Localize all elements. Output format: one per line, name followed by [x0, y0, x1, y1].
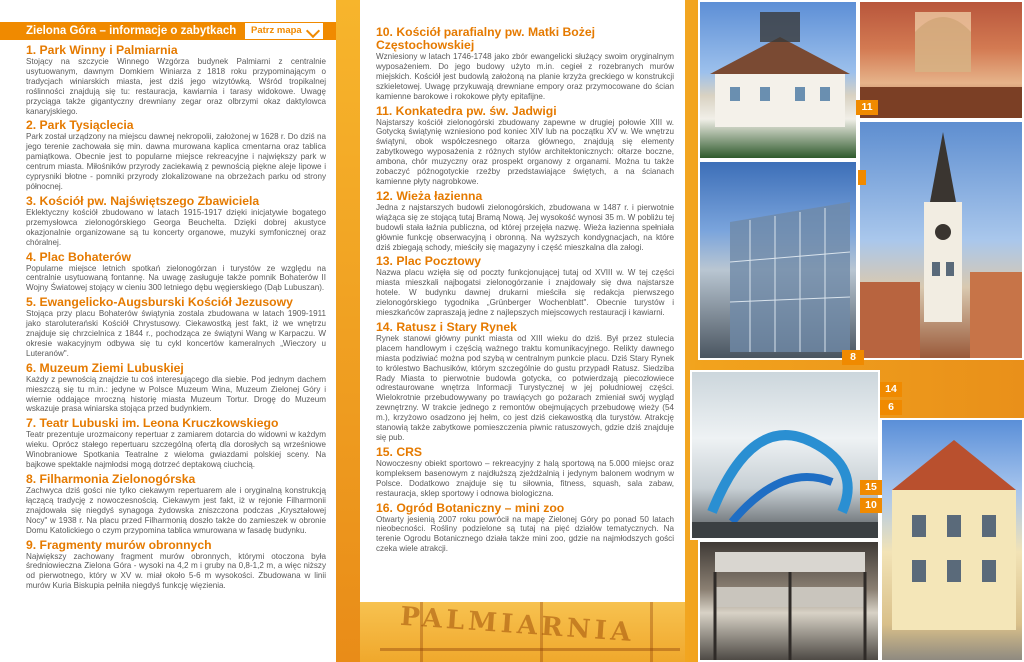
photo-church-interior [858, 0, 1024, 120]
section-1 [26, 44, 326, 116]
photo-museum [880, 418, 1024, 662]
cathedral-illustration [860, 122, 1024, 360]
photo-theatre [698, 540, 880, 662]
section-title: 7. Teatr Lubuski im. Leona Kruczkowskiego [26, 416, 279, 431]
section-12 [376, 190, 674, 253]
section-13 [376, 255, 674, 318]
left-column [26, 44, 326, 594]
section-title: 14. Ratusz i Stary Rynek [376, 319, 517, 334]
section-text: Wzniesiony w latach 1746-1748 jako zbór ewangelicki służący swoim oryginalnym wyposażeniem. Do jego budowy użyto m.in. cegieł z rozebranych murów miejskich. Kościół jest budowlą założoną na planie krzyża greckiego w konstrukcji szkieletowej. Uwagę przykuwają drewniane empory oraz przymocowane do ścian kamienne barokowe i rokokowe płyty epitafijne. [376, 52, 674, 101]
section-text: Nowoczesny obiekt sportowo – rekreacyjny z halą sportową na 5.000 miejsc oraz kompleksem basenowym z najdłuższą zjeżdżalnią i jedynym balonem wodnym w Polsce. Dodatkowo znajduje się tu siłownia, fitness, squash, sala zabaw, restauracja, sklep sportowy i odnowa biologiczna. [376, 458, 674, 498]
section-title: 4. Plac Bohaterów [26, 249, 131, 264]
section-3 [26, 195, 326, 248]
section-11 [376, 105, 674, 187]
badge-14: 14 [880, 382, 902, 397]
section-16 [376, 502, 674, 555]
aquapark-illustration [692, 372, 880, 540]
section-9 [26, 539, 326, 592]
photo-aquapark [690, 370, 880, 540]
section-title: 11. Konkatedra pw. św. Jadwigi [376, 103, 557, 118]
section-title: 8. Filharmonia Zielonogórska [26, 472, 196, 486]
badge-8: 8 [842, 350, 864, 365]
section-title: 9. Fragmenty murów obronnych [26, 537, 212, 552]
section-10 [376, 26, 674, 102]
section-6 [26, 362, 326, 415]
section-title: 10. Kościół parafialny pw. Matki Bożej Częstochowskiej [376, 25, 595, 52]
section-text: Eklektyczny kościół zbudowano w latach 1915-1917 dzięki inicjatywie bogatego przemysłowca zielonogórskiego Georga Beuchelta. Dzięki dobrej akustyce okazjonalnie organizowane są tu koncerty organowe, muzyki symfonicznej oraz chóralnej. [26, 207, 326, 247]
middle-column [376, 26, 674, 557]
section-title: 6. Muzeum Ziemi Lubuskiej [26, 360, 184, 375]
page-title: Zielona Góra – informacje o zabytkach [26, 25, 237, 37]
section-title: 16. Ogród Botaniczny – mini zoo [376, 500, 565, 515]
badge-6: 6 [880, 400, 902, 415]
section-text: Nazwa placu wzięła się od poczty funkcjonującej tutaj od XVIII w. W tej części miasta mieszkali najbogatsi zielonogórzanie i znajdowały się dwa najstarsze hotele. W budynku dawnej drukarni mieściła się redakcja pierwszego zielonogórskiego tygodnika „Grünberger Wochenblatt". Obecnie turystów i mieszkańców zapraszają jedne z najlepszych miejscowych restauracji i kawiarni. [376, 268, 674, 318]
section-text: Zachwyca dziś gości nie tylko ciekawym repertuarem ale i oryginalną konstrukcją łączącą tradycję z nowoczesnością. Ciekawym jest fakt, iż w rejonie Filharmonii znajdowała się niegdyś synagoga żydowska zniszczona podczas „Kryształowej Nocy" w 1938 r. Na placu przed Filharmonią doszło także do zamieszek w obronie Domu Katolickiego o czym przypomina tablica wmurowana w fasadę budynku. [26, 486, 326, 535]
chevron-down-icon [306, 24, 320, 38]
section-text: Jedna z najstarszych budowli zielonogórskich, zbudowana w 1487 r. i pierwotnie wiążąca się ze stojącą tutaj Bramą Nową. Jej wysokość wynosi 35 m. W pobliżu tej budowli stała łaźnia publiczna, od której przejęła nazwę. Wieża łazienna spełniała głównie funkcję obserwacyjną i obronną. Na wyższych kondygnacjach, na które dziś zbiegają schody, mieściły się magazyny i część mieszkalna dla załogi. [376, 202, 674, 252]
theatre-illustration [700, 542, 880, 662]
section-title: 2. Park Tysiąclecia [26, 118, 134, 133]
badge-11: 11 [856, 100, 878, 115]
photo-philharmonic [698, 160, 858, 360]
section-text: Stojąca przy placu Bohaterów świątynia zostala zbudowana w latach 1909-1911 jako staroluterański Kościół Chrystusowy. Ciekawostką jest fakt, iż we wnętrzu znajduje się chrzcielnica z 1844 r., pochodząca ze świątyni Wang w Karpaczu. W okresie wakacyjnym odbywa się tu cykl koncertów kameralnych „Wieczory u Luteranów". [26, 309, 326, 358]
section-text: Każdy z pewnością znajdzie tu coś interesującego dla siebie. Pod jednym dachem mieszczą się tu m.in.: jedyne w Polsce Muzeum Wina, Muzeum Zielonej Góry i wiernie oddające mroczną historię miasta Muzeum Tortur. Drogę do Muzeum wskazuje prasa winiarska stojąca przed budynkiem. [26, 374, 326, 414]
section-title: 3. Kościół pw. Najświętszego Zbawiciela [26, 193, 260, 208]
section-4 [26, 251, 326, 294]
palmiarnia-illustration [700, 2, 858, 160]
sign-rail [380, 648, 680, 651]
section-14 [376, 321, 674, 443]
section-text: Rynek stanowi główny punkt miasta od XIII wieku do dziś. Był przez stulecia placem handlowym i częścią ważnego traktu komunikacyjnego. Relikty dawnego miasta podziwiać można pod szybą w centralnym punkcie placu. Dziś Stary Rynek to królestwo Bachusików, którym szczególnie do gustu przypadł Ratusz. Siedziba Rady Miasta to pierwotnie budowla gotycka, co potwierdzają piecozłowiece odrestaurowane wnętrza Informacji Turystycznej w jej południowej części. Wielokrotnie przebudowywany po trawiących go pożarach zmieniał swój wygląd zewnętrzny. W trakcie jednego z remontów obejmujących przebudowę wieży (54 m.), krzyżowo osadzono jej hełm, co jest dziś ciekawostką dla turystów. Atrakcję stanowią także zabytkowe pomieszczenia piwnic ratuszowych, gdzie dziś znajduje się pub. [376, 333, 674, 442]
section-title: 13. Plac Pocztowy [376, 254, 481, 269]
section-7 [26, 417, 326, 470]
section-text: Park został urządzony na miejscu dawnej nekropolii, założonej w 1628 r. Do dziś na jego terenie zachowała się min. dawna murowana kaplica cmentarna oraz tablica pamiątkowa. Obecnie jest to popularne miejsce rekreacyjne i największy park w centrum miasta. Miłośników przyrody zaciekawią z pewnością piękne aleje lipowe i cyprysniki błotne - pomniki przyrody zlokalizowane na obrzeżach parku od strony północnej. [26, 132, 326, 191]
church-interior-illustration [860, 2, 1024, 120]
section-text: Teatr prezentuje urozmaicony repertuar z zamiarem dotarcia do widowni w każdym wieku. Oprócz stałego repertuaru szczególną ofertą dla dorosłych są wrześniowe Winobraniowe Spotkania Teatralne z wieloma gwiazdami polskiej sceny. Na bajkowe spektakle najmłodsi mogą dotrzeć deptakową ciuchcią. [26, 430, 326, 470]
see-map-button[interactable] [244, 22, 324, 40]
philharmonic-illustration [700, 162, 858, 360]
section-text: Największy zachowany fragment murów obronnych, którymi otoczona była średniowieczna Zielona Góra - wysoki na 4,2 m i gruby na 0,8-1,2 m, a więc niższy od pierwotnego, który w XV w. miał około 5-6 m wysokości. Zbudowana w linii murów Kuria Biskupia pełniła niegdyś funkcję więzienia. [26, 551, 326, 591]
section-8 [26, 473, 326, 536]
palmiarnia-sign-art [360, 602, 685, 662]
section-2 [26, 119, 326, 191]
section-text: Otwarty jesienią 2007 roku powrócił na mapę Zielonej Góry po ponad 50 latach nieobecności. Rośliny podzielone są tutaj na pięć działów tematycznych. Na terenie Ogrodu Botanicznego działa także mini zoo, gdzie na najmłodszych gości czeka wiele atrakcji. [376, 514, 674, 554]
badge-15: 15 [860, 480, 882, 495]
photo-palmiarnia [698, 0, 858, 160]
section-15 [376, 446, 674, 499]
section-text: Stojący na szczycie Winnego Wzgórza budynek Palmiarni z centralnie usytuowanym, dawnym Domkiem Winiarza z 1818 roku przypominającym o tradycjach winiarskich miasta, jest dziś jego wizytówką. Wśród tropikalnej roślinności znajdują się tu: restauracja, kawiarnia i tarasy widokowe. Uwagę przyciąga także gigantyczny drewniany zegar oraz olbrzymi okaz daktylowca kanaryjskiego. [26, 57, 326, 116]
section-title: 1. Park Winny i Palmiarnia [26, 43, 178, 57]
decorative-strip [336, 0, 360, 662]
section-title: 15. CRS [376, 444, 423, 459]
section-title: 5. Ewangelicko-Augsburski Kościół Jezusowy [26, 295, 293, 310]
sign-post [650, 602, 653, 662]
section-title: 12. Wieża łazienna [376, 188, 483, 203]
museum-illustration [882, 420, 1024, 662]
photo-cathedral [858, 120, 1024, 360]
section-5 [26, 296, 326, 359]
section-text: Najstarszy kościół zielonogórski zbudowany zapewne w drugiej połowie XIII w. Gotycką świątynię wzniesiono pod koniec XIV lub na początku XV w. We wnętrzu świątyni, obok współczesnego ołtarza głównego, znajdują się elementy zabytkowego wyposażenia z różnych stylów architektonicznych: ołtarze boczne, ambona, chór muzyczny oraz prospekt organowy z organami. Można tu także zobaczyć późnogotyckie rzeźby przedstawiające świętych, a na ścianach kamienne płyty nagrobkowe. [376, 117, 674, 186]
sign-lettering: PALMIARNIA [399, 602, 636, 649]
section-text: Popularne miejsce letnich spotkań zielonogórzan i turystów ze względu na centralnie usytuowaną fontannę. Na uwagę zasługuje także pomnik Bohaterów II Wojny Światowej stojący w cieniu 300 letniego dębu węgierskiego (Dąb Lubuszan). [26, 263, 326, 293]
badge-10: 10 [860, 498, 882, 513]
see-map-label: Patrz mapa [251, 25, 302, 36]
